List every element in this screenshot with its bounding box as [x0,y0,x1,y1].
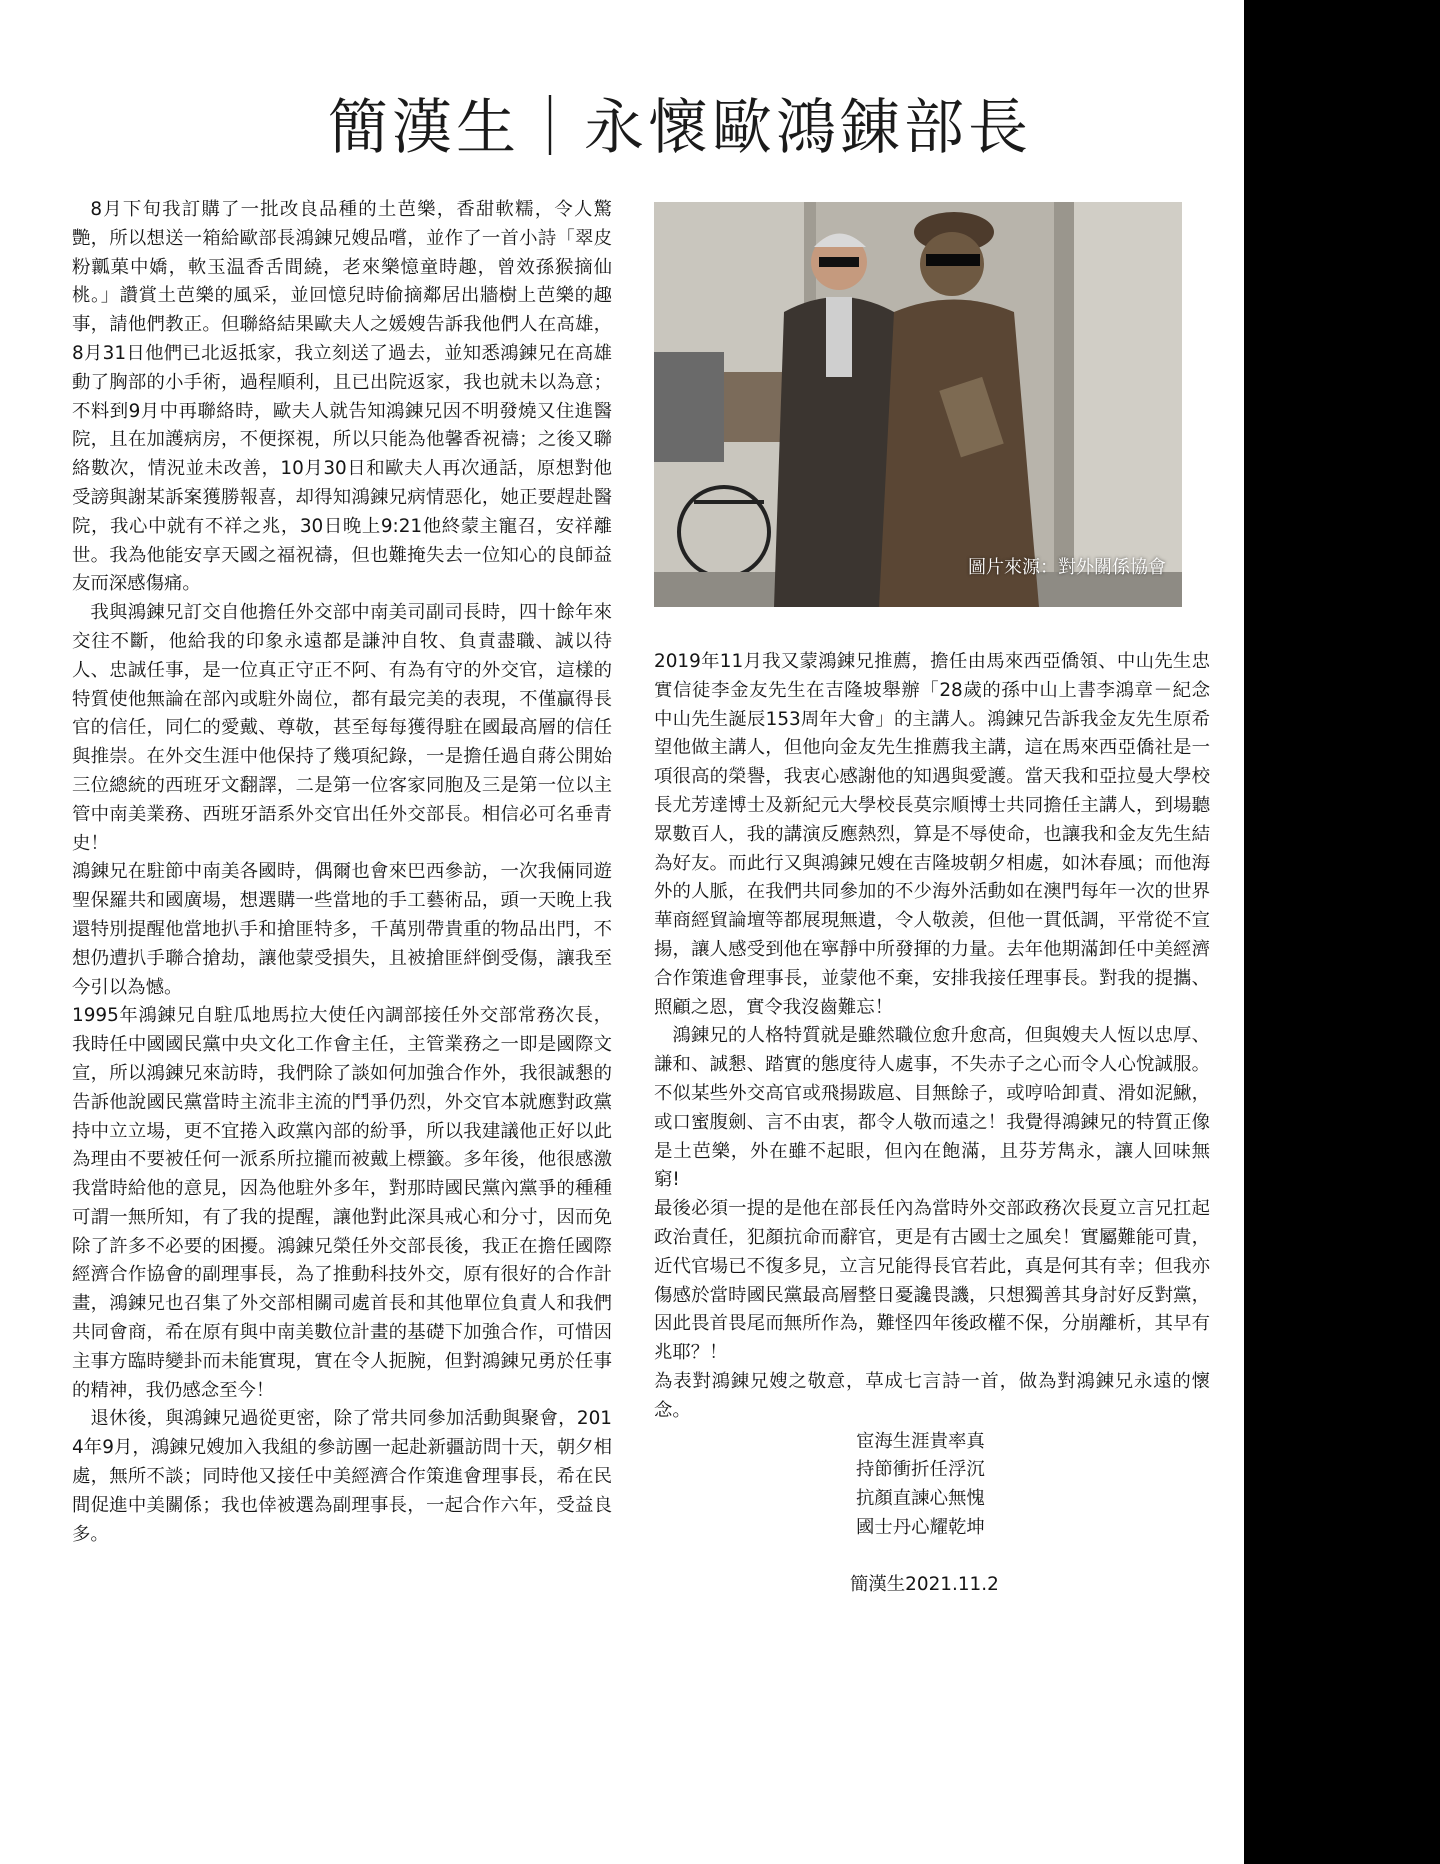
paragraph: 我與鴻錬兄訂交自他擔任外交部中南美司副司長時，四十餘年來交往不斷，他給我的印象永遠都是謙沖自牧、負責盡職、誠以待人、忠誠任事，是一位真正守正不阿、有為有守的外交官，這樣的特質使他無論在部內或駐外崗位，都有最完美的表現，不僅贏得長官的信任，同仁的愛戴、尊敬，甚至每每獲得駐在國最高層的信任與推崇。在外交生涯中他保持了幾項紀錄，一是擔任過自蔣公開始三位總統的西班牙文翻譯，二是第一位客家同胞及三是第一位以主管中南美業務、西班牙語系外交官出任外交部長。相信必可名垂青史！ [72,602,612,854]
article-photo [654,202,1182,607]
poem-line: 抗顏直諫心無愧 [856,1488,985,1510]
paragraph: 8月下旬我訂購了一批改良品種的土芭樂，香甜軟糯，令人驚艷，所以想送一箱給歐部長鴻錬兄嫂品嚐，並作了一首小詩「翠皮粉瓤菓中嬌，軟玉温香舌間繞，老來樂憶童時趣，曾效孫猴摘仙桃。」讚賞土芭樂的風采，並回憶兒時偷摘鄰居出牆樹上芭樂的趣事，請他們教正。但聯絡結果歐夫人之媛嫂告訴我他們人在高雄，8月31日他們已北返抵家，我立刻送了過去，並知悉鴻錬兄在高雄動了胸部的小手術，過程順利，且已出院返家，我也就未以為意；不料到9月中再聯絡時，歐夫人就告知鴻錬兄因不明發燒又住進醫院，且在加護病房，不便探視，所以只能為他馨香祝禱；之後又聯絡數次，情況並未改善，10月30日和歐夫人再次通話，原想對他受謗與謝某訴案獲勝報喜，却得知鴻錬兄病情惡化，她正要趕赴醫院，我心中就有不祥之兆，30日晚上9:21他終蒙主寵召，安祥離世。我為他能安享天國之福祝禱，但也難掩失去一位知心的良師益友而深感傷痛。 [72,199,612,595]
right-column [654,648,1210,1600]
poem [654,1428,1210,1543]
signature: 簡漢生2021.11.2 [850,1573,999,1595]
paragraph: 退休後，與鴻錬兄過從更密，除了常共同參加活動與聚會，2014年9月，鴻錬兄嫂加入我組的參訪團一起赴新疆訪問十天，朝夕相處，無所不談；同時他又接任中美經濟合作策進會理事長，希在民間促進中美關係；我也倖被選為副理事長，一起合作六年，受益良多。 [72,1408,612,1545]
paragraph: 2019年11月我又蒙鴻錬兄推薦，擔任由馬來西亞僑領、中山先生忠實信徒李金友先生在吉隆坡舉辦「28歲的孫中山上書李鴻章－紀念中山先生誕辰153周年大會」的主講人。鴻錬兄告訴我金友先生原希望他做主講人，但他向金友先生推薦我主講，這在馬來西亞僑社是一項很高的榮譽，我衷心感謝他的知遇與愛護。當天我和亞拉曼大學校長尤芳達博士及新紀元大學校長莫宗順博士共同擔任主講人，到場聽眾數百人，我的講演反應熱烈，算是不辱使命，也讓我和金友先生結為好友。而此行又與鴻錬兄嫂在吉隆坡朝夕相處，如沐春風；而他海外的人脈，在我們共同參加的不少海外活動如在澳門每年一次的世界華商經貿論壇等都展現無遺，令人敬羨，但他一貫低調，平常從不宣揚，讓人感受到他在寧靜中所發揮的力量。去年他期滿卸任中美經濟合作策進會理事長，並蒙他不棄，安排我接任理事長。對我的提攜、照顧之恩，實令我沒齒難忘！ [654,651,1210,1018]
paragraph: 最後必須一提的是他在部長任內為當時外交部政務次長夏立言兄扛起政治責任，犯顏抗命而辭官，更是有古國士之風矣！實屬難能可貴，近代官場已不復多見，立言兄能得長官若此，真是何其有幸；但我亦傷感於當時國民黨最高層整日憂讒畏譏，只想獨善其身討好反對黨，因此畏首畏尾而無所作為，難怪四年後政權不保，分崩離析，其早有兆耶？！ [654,1198,1210,1364]
poem-line: 持節衝折任浮沉 [856,1459,985,1481]
photo-caption: 圖片來源：對外關係協會 [968,557,1166,578]
paragraph: 1995年鴻錬兄自駐瓜地馬拉大使任內調部接任外交部常務次長，我時任中國國民黨中央文化工作會主任，主管業務之一即是國際文宣，所以鴻錬兄來訪時，我們除了談如何加強合作外，我很誠懇的告訴他說國民黨當時主流非主流的鬥爭仍烈，外交官本就應對政黨持中立立場，更不宜捲入政黨內部的紛爭，所以我建議他正好以此為理由不要被任何一派系所拉攏而被戴上標籤。多年後，他很感激我當時給他的意見，因為他駐外多年，對那時國民黨內黨爭的種種可謂一無所知，有了我的提醒，讓他對此深具戒心和分寸，因而免除了許多不必要的困擾。鴻錬兄榮任外交部長後，我正在擔任國際經濟合作協會的副理事長，為了推動科技外交，原有很好的合作計畫，鴻錬兄也召集了外交部相關司處首長和其他單位負責人和我們共同會商，希在原有與中南美數位計畫的基礎下加強合作，可惜因主事方臨時變卦而未能實現，實在令人扼腕，但對鴻錬兄勇於任事的精神，我仍感念至今！ [72,1005,612,1401]
paragraph: 為表對鴻錬兄嫂之敬意，草成七言詩一首，做為對鴻錬兄永遠的懷念。 [654,1370,1210,1421]
poem-line: 國士丹心耀乾坤 [856,1516,985,1538]
left-column [72,196,612,1549]
page-title: 簡漢生｜永懷歐鴻錬部長 [328,93,1032,163]
paragraph: 鴻錬兄的人格特質就是雖然職位愈升愈高，但與嫂夫人恆以忠厚、謙和、誠懇、踏實的態度待人處事，不失赤子之心而令人心悅誠服。不似某些外交高官或飛揚跋扈、目無餘子，或哼哈卸責、滑如泥鰍，或口蜜腹劍、言不由衷，都令人敬而遠之！我覺得鴻錬兄的特質正像是土芭樂，外在雖不起眼，但內在飽滿，且芬芳雋永，讓人回味無窮! [654,1025,1210,1191]
paragraph: 鴻錬兄在駐節中南美各國時，偶爾也會來巴西參訪，一次我倆同遊聖保羅共和國廣場，想選購一些當地的手工藝術品，頭一天晚上我還特別提醒他當地扒手和搶匪特多，千萬別帶貴重的物品出門，不想仍遭扒手聯合搶劫，讓他蒙受損失，且被搶匪絆倒受傷，讓我至今引以為憾。 [72,861,612,998]
poem-line: 宦海生涯貴率真 [856,1430,985,1452]
photo-illustration [654,202,1182,607]
